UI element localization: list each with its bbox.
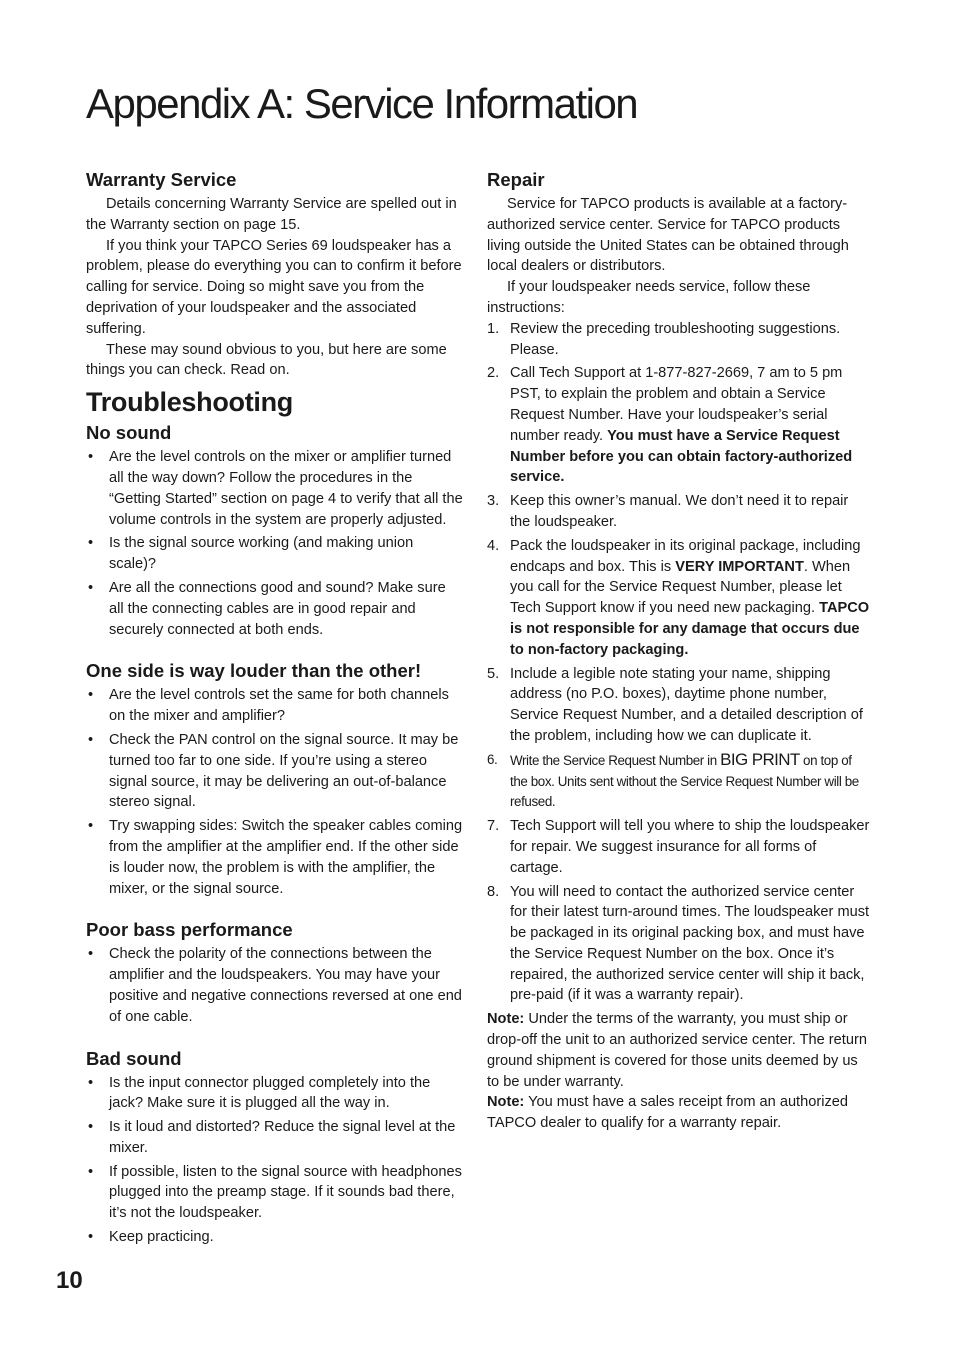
warranty-paragraph: These may sound obvious to you, but here are some things you can check. Read on. <box>86 341 447 379</box>
step-text: Tech Support will tell you where to ship the loudspeaker for repair. We suggest insurance for all forms of cartage. <box>510 818 870 876</box>
list-item: • Are the level controls set the same for both channels on the mixer and amplifier? <box>86 685 464 727</box>
big-print-text: BIG PRINT <box>720 749 800 769</box>
repair-step <box>487 816 871 878</box>
repair-step <box>487 363 871 488</box>
step-number: 4. <box>487 537 500 554</box>
warranty-paragraph: If you think your TAPCO Series 69 loudspeaker has a problem, please do everything you can to confirm it before calling for service. Doing so might save you from the deprivation of your loudspeaker and the associated suffering. <box>86 237 462 337</box>
list-item: • Are all the connections good and sound? Make sure all the connecting cables are in good repair and securely connected at both ends. <box>86 578 464 640</box>
list-item: • Is it loud and distorted? Reduce the signal level at the mixer. <box>86 1117 464 1159</box>
list-item: • Keep practicing. <box>86 1227 464 1248</box>
list-item: • Try swapping sides: Switch the speaker cables coming from the amplifier at the amplifier end. If the other side is louder now, the problem is with the amplifier, the mixer, or the signal source. <box>86 816 464 899</box>
no-sound-heading: No sound <box>86 422 172 444</box>
right-column <box>487 168 871 1134</box>
list-item: • Check the PAN control on the signal source. It may be turned too far to one side. If you’re using a stereo signal source, it may be delivering an out-of-balance stereo signal. <box>86 730 464 813</box>
step-text: You will need to contact the authorized service center for their latest turn-around times. The loudspeaker must be packaged in its original packing box, and must have the Service Request Number on the box. Once it’s repaired, the authorized service center will ship it back, pre-paid (if it was a warranty repair). <box>510 883 870 1004</box>
note-text: You must have a sales receipt from an authorized TAPCO dealer to qualify for a warranty repair. <box>487 1094 848 1132</box>
repair-step <box>487 750 871 813</box>
left-column <box>86 168 464 1251</box>
poor-bass-list <box>86 944 464 1027</box>
step-text: Call Tech Support at 1-877-827-2669, 7 am to 5 pm PST, to explain the problem and obtain a Service Request Number. Have your loudspeaker’s serial number ready. <box>510 365 843 444</box>
repair-steps-list <box>487 319 871 1007</box>
step-text: Keep this owner’s manual. We don’t need it to repair the loudspeaker. <box>510 493 849 530</box>
step-text: Review the preceding troubleshooting suggestions. Please. <box>510 320 841 358</box>
repair-step <box>487 491 871 533</box>
list-item: • Is the signal source working (and making union scale)? <box>86 533 464 575</box>
repair-paragraph: Service for TAPCO products is available at a factory-authorized service center. Service for TAPCO products living outside the United States can be obtained through local dealers or distributors. <box>487 196 849 275</box>
step-number: 5. <box>487 665 500 682</box>
step-bold-text: VERY IMPORTANT <box>675 558 804 575</box>
repair-step <box>487 536 871 661</box>
page-number: 10 <box>56 1267 83 1294</box>
step-number: 6. <box>487 751 498 767</box>
note-label: Note: <box>487 1094 525 1111</box>
warranty-paragraph: Details concerning Warranty Service are spelled out in the Warranty section on page 15. <box>86 196 457 233</box>
troubleshooting-heading: Troubleshooting <box>86 387 293 418</box>
note-paragraph <box>487 1009 871 1092</box>
note-label: Note: <box>487 1011 525 1028</box>
list-item: • If possible, listen to the signal source with headphones plugged into the preamp stage. If it sounds bad there, it’s not the loudspeaker. <box>86 1162 464 1224</box>
list-item: • Are the level controls on the mixer or amplifier turned all the way down? Follow the procedures in the “Getting Started” section on page 4 to verify that all the volume controls in the system are properly adjusted. <box>86 447 464 530</box>
step-number: 8. <box>487 883 500 900</box>
note-text: Under the terms of the warranty, you must ship or drop-off the unit to an authorized service center. The return ground shipment is covered for those units deemed by us to be under warranty. <box>487 1011 867 1090</box>
repair-heading: Repair <box>487 169 545 190</box>
note-paragraph <box>487 1092 871 1134</box>
list-item: • Is the input connector plugged completely into the jack? Make sure it is plugged all the way in. <box>86 1073 464 1115</box>
step-text: Write the Service Request Number in <box>510 752 721 768</box>
page-title: Appendix A: Service Information <box>86 80 638 127</box>
bad-sound-list <box>86 1073 464 1248</box>
step-text: on top of the box. Units sent without the Service Request Number will be refused. <box>510 752 859 810</box>
warranty-service-heading: Warranty Service <box>86 169 237 190</box>
bad-sound-heading: Bad sound <box>86 1047 182 1069</box>
repair-paragraph: If your loudspeaker needs service, follow these instructions: <box>487 279 811 316</box>
poor-bass-heading: Poor bass performance <box>86 919 293 941</box>
step-number: 2. <box>487 365 500 382</box>
one-side-louder-heading: One side is way louder than the other! <box>86 660 422 682</box>
repair-step <box>487 319 871 361</box>
repair-step <box>487 882 871 1007</box>
step-number: 7. <box>487 818 500 835</box>
list-item: • Check the polarity of the connections between the amplifier and the loudspeakers. You may have your positive and negative connections reversed at one end of one cable. <box>86 944 464 1027</box>
step-text: . When you call for the Service Request Number, please let Tech Support know if you need new packaging. <box>510 558 851 617</box>
no-sound-list <box>86 447 464 640</box>
one-side-list <box>86 685 464 899</box>
step-number: 3. <box>487 493 500 510</box>
step-bold-text: TAPCO is not responsible for any damage that occurs due to non-factory packaging. <box>510 600 870 658</box>
step-text: Include a legible note stating your name, shipping address (no P.O. boxes), daytime phone number, Service Request Number, and a detailed description of the problem, including how we can duplicate it. <box>510 665 863 744</box>
step-bold-text: You must have a Service Request Number before you can obtain factory-authorized service. <box>510 427 853 486</box>
repair-step <box>487 664 871 747</box>
step-text: Pack the loudspeaker in its original package, including endcaps and box. This is <box>510 537 861 575</box>
step-number: 1. <box>487 320 500 337</box>
